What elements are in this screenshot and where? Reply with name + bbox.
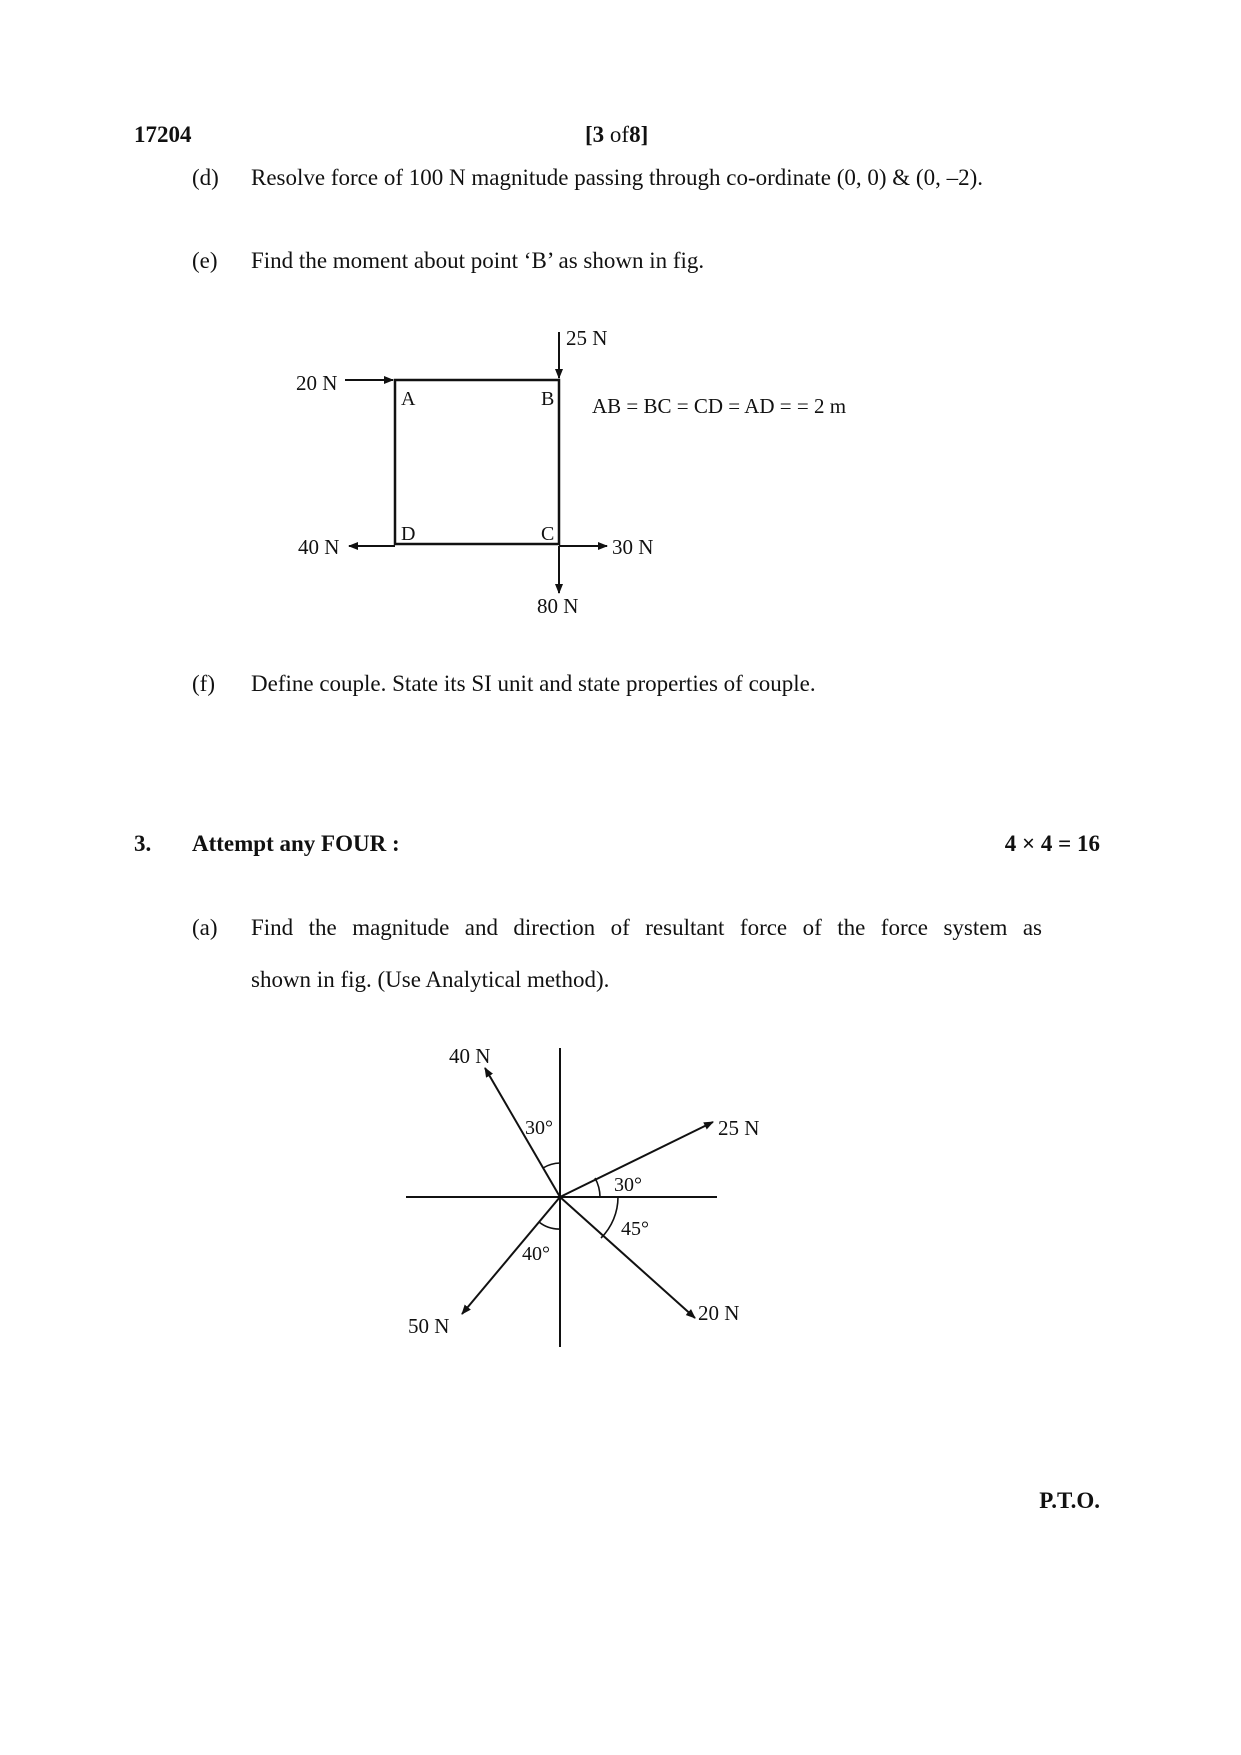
angle-arc-45 [601,1197,618,1238]
label-30n: 30 N [612,535,654,559]
angle-label-30-right: 30° [614,1174,642,1196]
label-20n-vector: 20 N [698,1301,740,1325]
q3a-label: (a) [192,915,218,940]
label-50n-vector: 50 N [408,1314,450,1338]
q3a-text-line2: shown in fig. (Use Analytical method). [251,967,610,992]
point-a: A [401,388,416,410]
pto: P.T.O. [1039,1488,1100,1513]
angle-label-45: 45° [621,1218,649,1240]
dimension-note: AB = BC = CD = AD = = 2 m [592,394,847,418]
q2f-label: (f) [192,671,215,696]
point-d: D [401,523,416,545]
point-c: C [541,523,555,545]
q3a-text-line1: Find the magnitude and direction of resultant force of the force system as [251,915,1042,940]
q2d-text: Resolve force of 100 N magnitude passing through co-ordinate (0, 0) & (0, –2). [251,165,983,190]
q3-number: 3. [134,831,152,856]
angle-label-40: 40° [522,1243,550,1265]
label-80n: 80 N [537,594,579,618]
label-40n-vector: 40 N [449,1044,491,1068]
square-force-figure [0,0,1241,650]
square-abcd [395,380,559,544]
force-system-figure [0,1020,1241,1460]
page-marker-total: 8] [629,122,649,147]
vector-20n [560,1197,695,1318]
paper-code: 17204 [134,122,192,147]
page-marker-of: of [609,122,630,147]
q3-title: Attempt any FOUR : [192,831,400,856]
point-b: B [541,388,555,410]
label-25n-vector: 25 N [718,1116,760,1140]
q2e-text: Find the moment about point ‘B’ as shown in fig. [251,248,705,273]
q2f-text: Define couple. State its SI unit and state properties of couple. [251,671,816,696]
q2e-label: (e) [192,248,218,273]
q2d-label: (d) [192,165,219,190]
angle-label-30-top: 30° [525,1117,553,1139]
page-marker-current: [3 [585,122,605,147]
q3-marks: 4 × 4 = 16 [1004,831,1100,856]
label-20n: 20 N [296,371,338,395]
label-25n: 25 N [566,326,608,350]
angle-arc-30-right [595,1178,600,1197]
label-40n: 40 N [298,535,340,559]
angle-arc-30-top [543,1163,560,1168]
angle-arc-40 [539,1222,560,1229]
